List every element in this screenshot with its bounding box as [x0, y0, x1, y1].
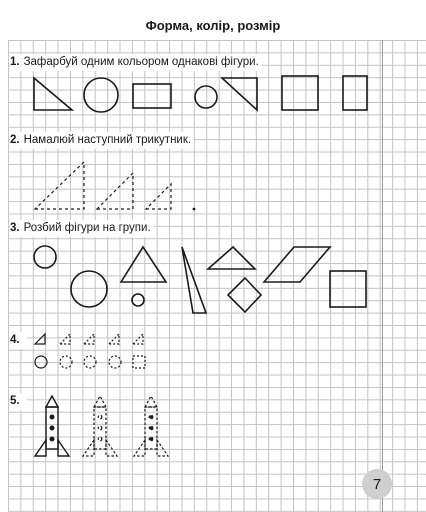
big-circle-shape	[71, 271, 107, 307]
dashed-small-triangle-4	[133, 334, 143, 344]
thin-triangle-shape	[182, 247, 206, 313]
small-triangle-shape	[35, 334, 45, 344]
rocket-3-window-3	[149, 437, 153, 441]
right-triangle-shape-2	[222, 78, 257, 110]
rocket-3-right-fin	[157, 440, 168, 456]
task-3-number: 3.	[10, 222, 20, 234]
rocket-left-fin	[35, 440, 46, 456]
right-triangle-shape	[34, 78, 72, 110]
rocket-2-window-1	[98, 415, 102, 419]
tall-rectangle-shape	[343, 76, 367, 110]
page-number-badge: 7	[362, 469, 392, 499]
dashed-pattern	[60, 334, 145, 368]
large-circle-shape	[84, 78, 118, 112]
dashed-small-square	[133, 356, 145, 368]
rhombus-shape	[228, 278, 261, 312]
rocket-nose	[46, 396, 58, 407]
dashed-small-circle-3	[109, 356, 121, 368]
rocket-window-1	[50, 415, 54, 419]
rocket-3-nose	[145, 396, 157, 407]
task-2-figures	[35, 162, 171, 209]
rocket-2-nose	[94, 396, 106, 407]
square-shape	[282, 76, 318, 110]
task-1-figures	[34, 76, 367, 112]
rocket-2-right-fin	[106, 440, 117, 456]
triangle-shape	[121, 247, 166, 282]
task-4-number: 4.	[10, 334, 20, 346]
rocket-3-left-fin	[134, 440, 145, 456]
rocket-3-window-1	[149, 415, 153, 419]
small-circle-pattern	[35, 356, 47, 368]
dashed-small-triangle-1	[60, 334, 70, 344]
task-4-figures	[35, 334, 145, 368]
rocket-right-fin	[58, 440, 69, 456]
dashed-small-circle-1	[60, 356, 72, 368]
dashed-triangle-3	[146, 184, 171, 209]
rocket-window-2	[50, 426, 54, 430]
rectangle-shape	[133, 84, 171, 108]
dashed-small-triangle-3	[109, 334, 119, 344]
task-1-number: 1.	[10, 56, 20, 68]
rocket-2-window-3	[98, 437, 102, 441]
task-3-text: Розбий фігури на групи.	[23, 222, 151, 234]
square-shape-2	[330, 271, 366, 307]
circle-shape	[34, 246, 56, 268]
task-2-text: Намалюй наступний трикутник.	[23, 134, 192, 146]
page-title: Форма, колір, розмір	[145, 18, 281, 33]
dashed-triangle-1	[35, 162, 84, 209]
flat-triangle-shape	[208, 247, 255, 269]
parallelogram-shape	[264, 247, 330, 282]
rocket-2-window-2	[98, 426, 102, 430]
rocket-window-3	[50, 437, 54, 441]
next-point-dot	[193, 208, 196, 211]
task-3-figures	[34, 246, 366, 313]
dashed-triangle-2	[97, 173, 133, 209]
rocket-dashed-2	[134, 396, 168, 456]
task-5-number: 5.	[10, 395, 20, 407]
task-2-number: 2.	[10, 134, 20, 146]
dashed-small-circle-2	[84, 356, 96, 368]
rocket-2-body	[94, 407, 106, 449]
rocket-3-window-2	[149, 426, 153, 430]
dashed-small-triangle-2	[84, 334, 94, 344]
rocket-solid	[35, 396, 69, 456]
task-1-text: Зафарбуй одним кольором однакові фігури.	[23, 56, 259, 68]
tiny-circle-shape	[132, 294, 144, 306]
small-circle-shape	[195, 86, 217, 108]
rocket-2-left-fin	[83, 440, 94, 456]
rocket-dashed-1	[83, 396, 117, 456]
